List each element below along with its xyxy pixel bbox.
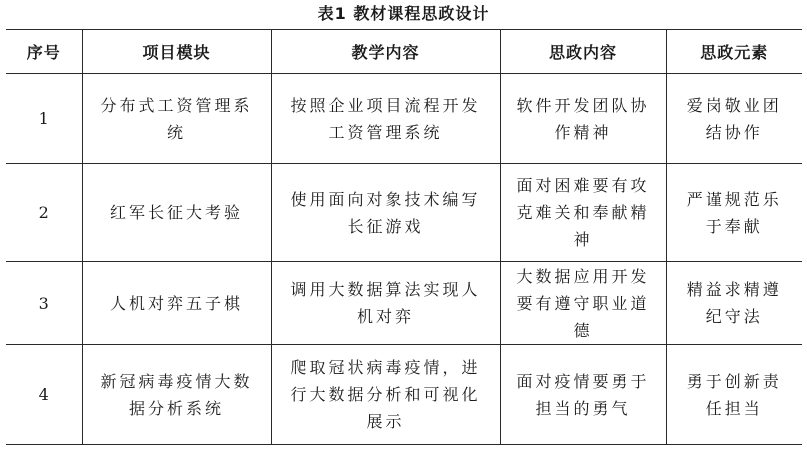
cell-ideology-elements: 严谨规范乐于奉献: [666, 164, 802, 262]
cell-teaching-content: 调用大数据算法实现人机对弈: [271, 262, 500, 345]
cell-index: 2: [6, 164, 82, 262]
table-row: [6, 262, 802, 345]
header-teaching-content: 教学内容: [271, 30, 500, 74]
cell-ideology-content: 面对疫情要勇于担当的勇气: [500, 345, 666, 445]
cell-module: 人机对弈五子棋: [82, 262, 271, 345]
cell-ideology-elements: 勇于创新责任担当: [666, 345, 802, 445]
cell-ideology-content: 软件开发团队协作精神: [500, 74, 666, 164]
cell-module: 分布式工资管理系统: [82, 74, 271, 164]
table-row: [6, 345, 802, 445]
cell-index: 3: [6, 262, 82, 345]
cell-ideology-elements: 精益求精遵纪守法: [666, 262, 802, 345]
cell-index: 4: [6, 345, 82, 445]
cell-teaching-content: 按照企业项目流程开发工资管理系统: [271, 74, 500, 164]
cell-ideology-content: 大数据应用开发要有遵守职业道德: [500, 262, 666, 345]
table-caption: 表1 教材课程思政设计: [317, 4, 490, 23]
header-index: 序号: [6, 30, 82, 74]
table-row: [6, 164, 802, 262]
cell-ideology-content: 面对困难要有攻克难关和奉献精神: [500, 164, 666, 262]
cell-module: 红军长征大考验: [82, 164, 271, 262]
cell-index: 1: [6, 74, 82, 164]
cell-teaching-content: 爬取冠状病毒疫情，进行大数据分析和可视化展示: [271, 345, 500, 445]
header-ideology-elements: 思政元素: [666, 30, 802, 74]
course-design-table: [6, 29, 802, 445]
header-module: 项目模块: [82, 30, 271, 74]
header-ideology-content: 思政内容: [500, 30, 666, 74]
cell-ideology-elements: 爱岗敬业团结协作: [666, 74, 802, 164]
table-row: [6, 74, 802, 164]
table-header-row: [6, 30, 802, 74]
cell-teaching-content: 使用面向对象技术编写长征游戏: [271, 164, 500, 262]
cell-module: 新冠病毒疫情大数据分析系统: [82, 345, 271, 445]
